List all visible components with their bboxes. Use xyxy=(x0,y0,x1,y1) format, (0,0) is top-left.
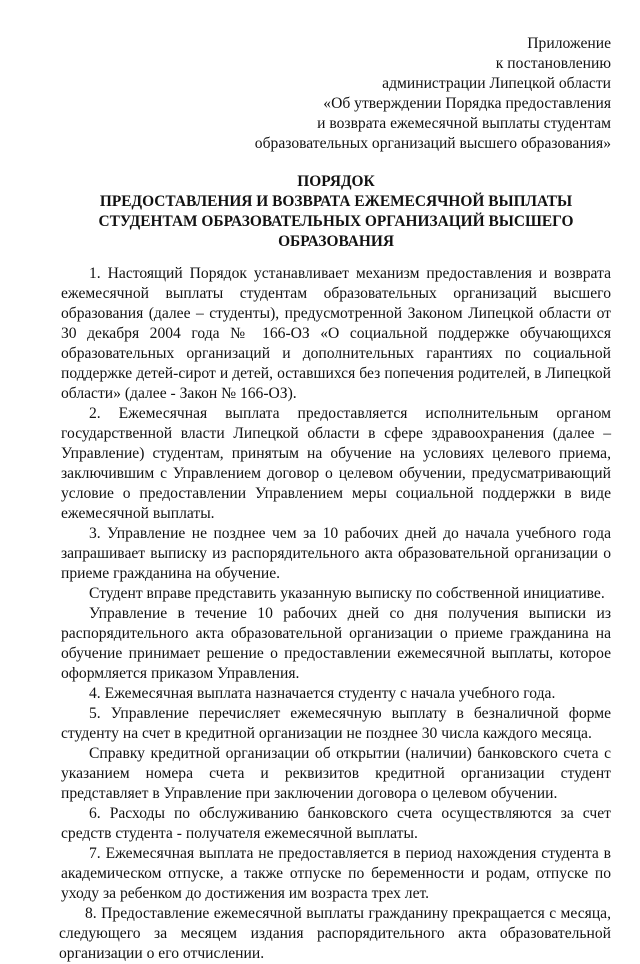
document-title xyxy=(61,172,611,252)
title-line: СТУДЕНТАМ ОБРАЗОВАТЕЛЬНЫХ ОРГАНИЗАЦИЙ ВЫСШЕГО xyxy=(98,213,574,230)
title-line: ОБРАЗОВАНИЯ xyxy=(278,233,394,250)
header-line: к постановлению xyxy=(495,55,611,72)
paragraph-item-5-certificate: Справку кредитной организации об открытии (наличии) банковского счета с указанием номера счета и реквизитов кредитной организации студент представляет в Управление при заключении договора о целевом обучении. xyxy=(61,745,611,802)
paragraph-item-5: 5. Управление перечисляет ежемесячную выплату в безналичной форме студенту на счет в кредитной организации не позднее 30 числа каждого месяца. xyxy=(61,705,611,742)
paragraph-item-4: 4. Ежемесячная выплата назначается студенту с начала учебного года. xyxy=(89,685,556,702)
document-body xyxy=(61,264,611,964)
paragraph-item-3-decision: Управление в течение 10 рабочих дней со дня получения выписки из распорядительного акта образовательной организации о приеме гражданина на обучение принимает решение о предоставлении ежемесячной выплаты, которое оформляется приказом Управления. xyxy=(61,605,611,682)
title-line: ПОРЯДОК xyxy=(297,173,375,190)
paragraph-item-1: 1. Настоящий Порядок устанавливает механизм предоставления и возврата ежемесячной выплаты студентам образовательных организаций высшего образования (далее – студенты), предусмотренной Законом Липецкой области от 30 декабря 2004 года № 166-ОЗ «О социальной поддержке обучающихся образовательных организаций и дополнительных гарантиях по социальной поддержке детей-сирот и детей, оставшихся без попечения родителей, в Липецкой области» (далее - Закон № 166-ОЗ). xyxy=(61,265,611,402)
paragraph-item-8: 8. Предоставление ежемесячной выплаты гражданину прекращается с месяца, следующего за месяцем издания распорядительного акта образовательной организации о его отчислении. xyxy=(59,905,611,962)
appendix-header xyxy=(61,34,611,154)
paragraph-item-7: 7. Ежемесячная выплата не предоставляется в период нахождения студента в академическом отпуске, а также отпуске по беременности и родам, отпуске по уходу за ребенком до достижения им возраста трех лет. xyxy=(61,845,611,902)
title-line: ПРЕДОСТАВЛЕНИЯ И ВОЗВРАТА ЕЖЕМЕСЯЧНОЙ ВЫПЛАТЫ xyxy=(99,193,573,210)
header-line: и возврата ежемесячной выплаты студентам xyxy=(317,115,611,132)
header-line: «Об утверждении Порядка предоставления xyxy=(323,95,611,112)
paragraph-item-3-student: Студент вправе представить указанную выписку по собственной инициативе. xyxy=(89,585,605,602)
header-line: администрации Липецкой области xyxy=(382,75,611,92)
header-line: Приложение xyxy=(527,35,611,52)
paragraph-item-2: 2. Ежемесячная выплата предоставляется исполнительным органом государственной власти Липецкой области в сфере здравоохранения (далее – Управление) студентам, принятым на обучение на условиях целевого приема, заключившим с Управлением договор о целевом обучении, предусматривающий условие о предоставлении Управлением меры социальной поддержки в виде ежемесячной выплаты. xyxy=(61,405,611,522)
paragraph-item-6: 6. Расходы по обслуживанию банковского счета осуществляются за счет средств студента - получателя ежемесячной выплаты. xyxy=(61,805,611,842)
header-line: образовательных организаций высшего образования» xyxy=(254,135,611,152)
paragraph-item-3: 3. Управление не позднее чем за 10 рабочих дней до начала учебного года запрашивает выписку из распорядительного акта образовательной организации о приеме гражданина на обучение. xyxy=(61,525,611,582)
